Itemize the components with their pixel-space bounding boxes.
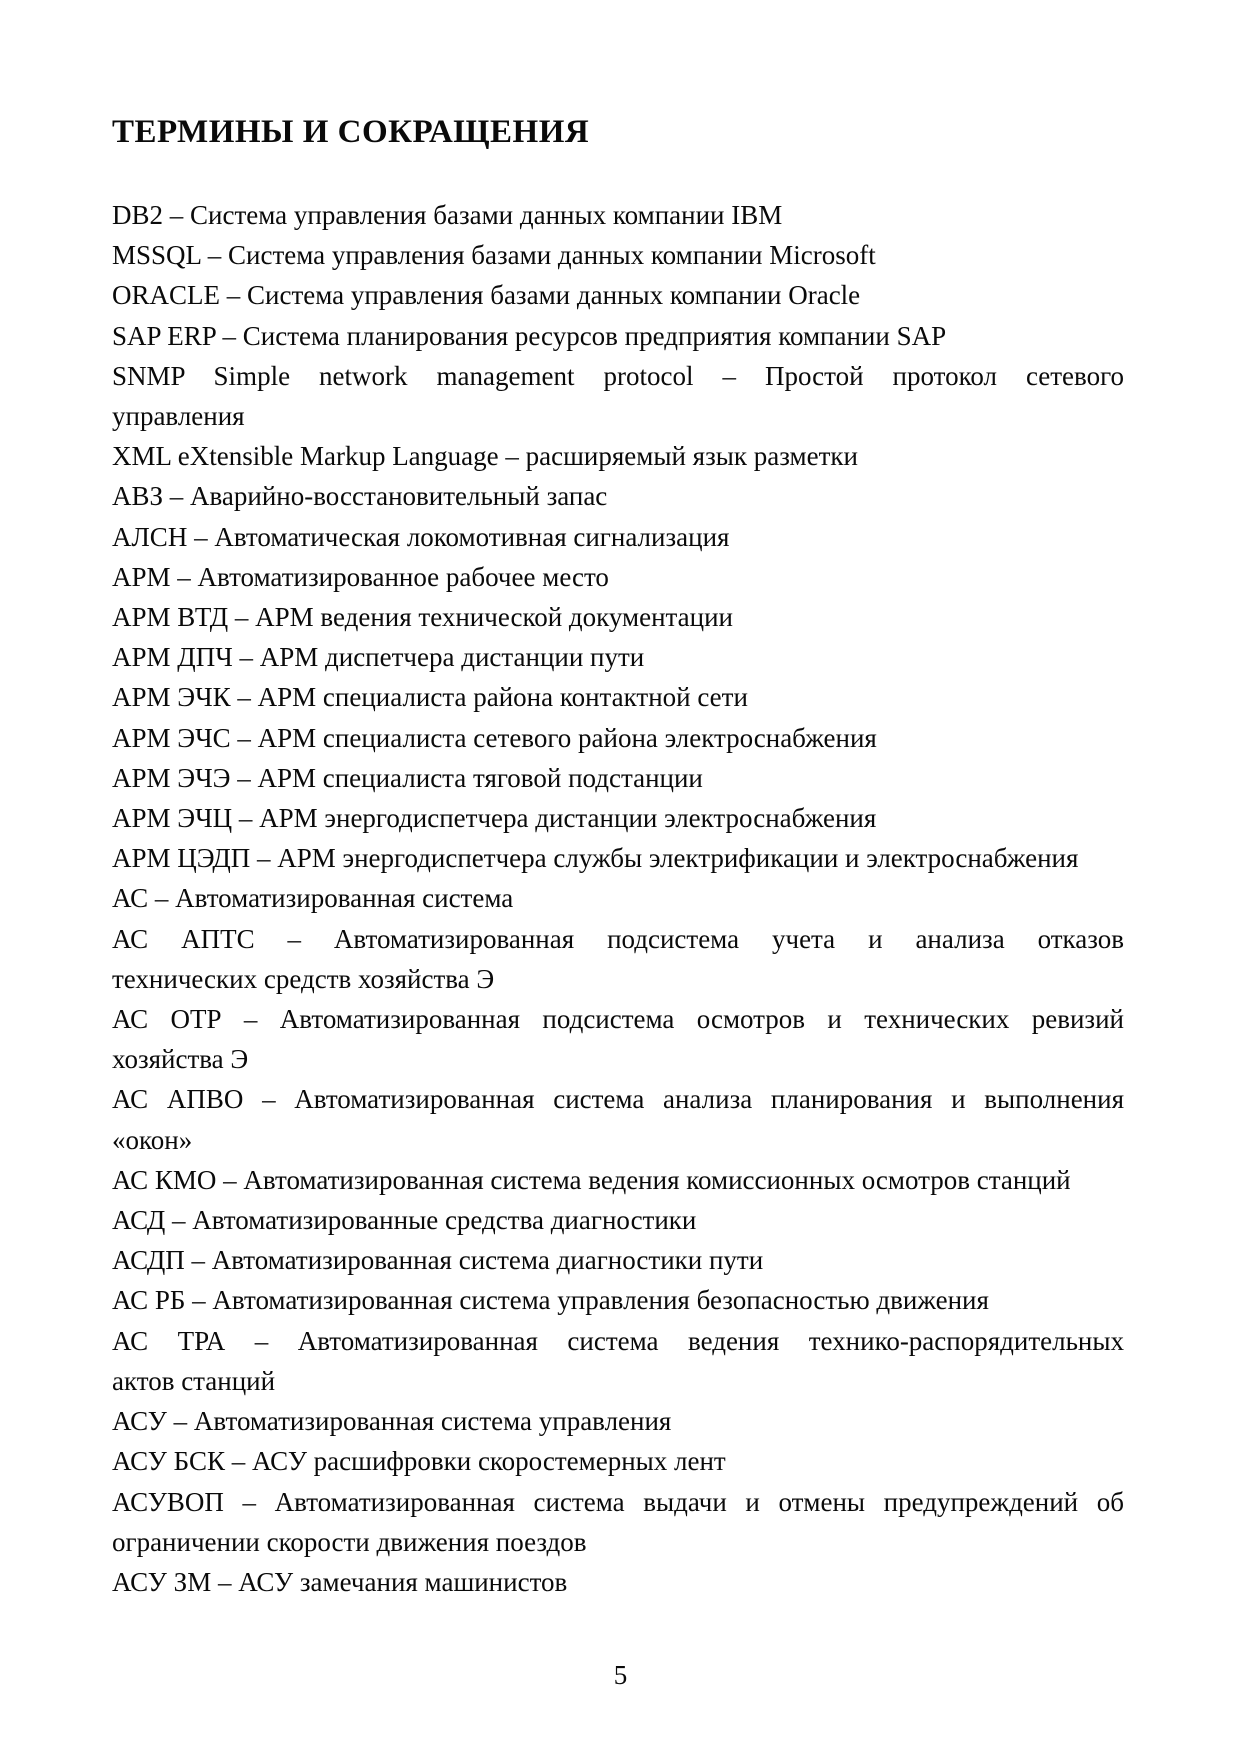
entry-line: актов станций <box>112 1365 276 1396</box>
entry-line: АС АПТС – Автоматизированная подсистема учета и анализа отказов <box>112 923 1124 954</box>
abbreviation-entry <box>112 718 1124 758</box>
entry-line: АРМ ЭЧС – АРМ специалиста сетевого района электроснабжения <box>112 722 877 753</box>
entry-line: АСУ – Автоматизированная система управления <box>112 1406 672 1437</box>
abbreviation-entry <box>112 1160 1124 1200</box>
entry-line: АСУВОП – Автоматизированная система выдачи и отмены предупреждений об <box>112 1486 1124 1517</box>
entry-line: АС – Автоматизированная система <box>112 883 514 914</box>
abbreviation-entry <box>112 1240 1124 1280</box>
abbreviation-entry <box>112 356 1124 436</box>
entry-line: АВЗ – Аварийно-восстановительный запас <box>112 481 608 512</box>
abbreviation-entry <box>112 597 1124 637</box>
entry-line: технических средств хозяйства Э <box>112 963 495 994</box>
abbreviation-entry <box>112 436 1124 476</box>
entry-line: АС ОТР – Автоматизированная подсистема осмотров и технических ревизий <box>112 1004 1124 1035</box>
abbreviation-entry <box>112 878 1124 918</box>
entry-line: SNMP Simple network management protocol – Простой протокол сетевого <box>112 360 1124 391</box>
abbreviation-entry <box>112 1562 1124 1602</box>
abbreviation-entry <box>112 838 1124 878</box>
abbreviation-entry <box>112 637 1124 677</box>
entry-line: АСУ БСК – АСУ расшифровки скоростемерных лент <box>112 1446 726 1477</box>
entry-line: АЛСН – Автоматическая локомотивная сигнализация <box>112 521 730 552</box>
entry-line: «окон» <box>112 1124 193 1155</box>
entry-line: АРМ ЭЧЭ – АРМ специалиста тяговой подстанции <box>112 762 703 793</box>
entry-line: АСД – Автоматизированные средства диагностики <box>112 1205 697 1236</box>
abbreviation-entry <box>112 1401 1124 1441</box>
abbreviation-entry <box>112 476 1124 516</box>
entry-line: ORACLE – Система управления базами данных компании Oracle <box>112 280 861 311</box>
abbreviation-entry <box>112 1280 1124 1320</box>
entry-line: АРМ ДПЧ – АРМ диспетчера дистанции пути <box>112 642 645 673</box>
abbreviation-entry <box>112 919 1124 999</box>
abbreviation-entry <box>112 557 1124 597</box>
entry-line: SAP ERP – Система планирования ресурсов предприятия компании SAP <box>112 320 947 351</box>
abbreviation-entry <box>112 677 1124 717</box>
entry-line: АСДП – Автоматизированная система диагностики пути <box>112 1245 764 1276</box>
entry-line: АС КМО – Автоматизированная система ведения комиссионных осмотров станций <box>112 1164 1071 1195</box>
abbreviation-entry <box>112 999 1124 1079</box>
entry-line: MSSQL – Система управления базами данных компании Microsoft <box>112 240 876 271</box>
abbreviation-entry <box>112 798 1124 838</box>
entry-line: хозяйства Э <box>112 1044 249 1075</box>
entry-line: DB2 – Система управления базами данных компании IBM <box>112 200 783 230</box>
abbreviation-entry <box>112 1441 1124 1481</box>
entry-line: АС АПВО – Автоматизированная система анализа планирования и выполнения <box>112 1084 1124 1115</box>
entry-line: управления <box>112 401 245 432</box>
abbreviation-entry <box>112 1482 1124 1562</box>
document-title: ТЕРМИНЫ И СОКРАЩЕНИЯ <box>112 114 590 150</box>
abbreviation-list <box>112 195 1124 1602</box>
abbreviation-entry <box>112 1321 1124 1401</box>
abbreviation-entry <box>112 1200 1124 1240</box>
abbreviation-entry <box>112 275 1124 315</box>
entry-line: АРМ ВТД – АРМ ведения технической документации <box>112 602 733 633</box>
abbreviation-entry <box>112 195 1124 235</box>
abbreviation-entry <box>112 316 1124 356</box>
entry-line: ограничении скорости движения поездов <box>112 1526 587 1557</box>
entry-line: АРМ ЭЧЦ – АРМ энергодиспетчера дистанции электроснабжения <box>112 803 877 834</box>
abbreviation-entry <box>112 1079 1124 1159</box>
abbreviation-entry <box>112 758 1124 798</box>
entry-line: XML eXtensible Markup Language – расширяемый язык разметки <box>112 441 858 472</box>
abbreviation-entry <box>112 235 1124 275</box>
entry-line: АСУ ЗМ – АСУ замечания машинистов <box>112 1566 568 1597</box>
entry-line: АС РБ – Автоматизированная система управления безопасностью движения <box>112 1285 989 1316</box>
entry-line: АРМ – Автоматизированное рабочее место <box>112 561 609 592</box>
page-number: 5 <box>613 1660 628 1690</box>
entry-line: АРМ ЦЭДП – АРМ энергодиспетчера службы электрификации и электроснабжения <box>112 843 1079 874</box>
entry-line: АРМ ЭЧК – АРМ специалиста района контактной сети <box>112 682 748 713</box>
abbreviation-entry <box>112 517 1124 557</box>
entry-line: АС ТРА – Автоматизированная система ведения технико-распорядительных <box>112 1325 1124 1356</box>
